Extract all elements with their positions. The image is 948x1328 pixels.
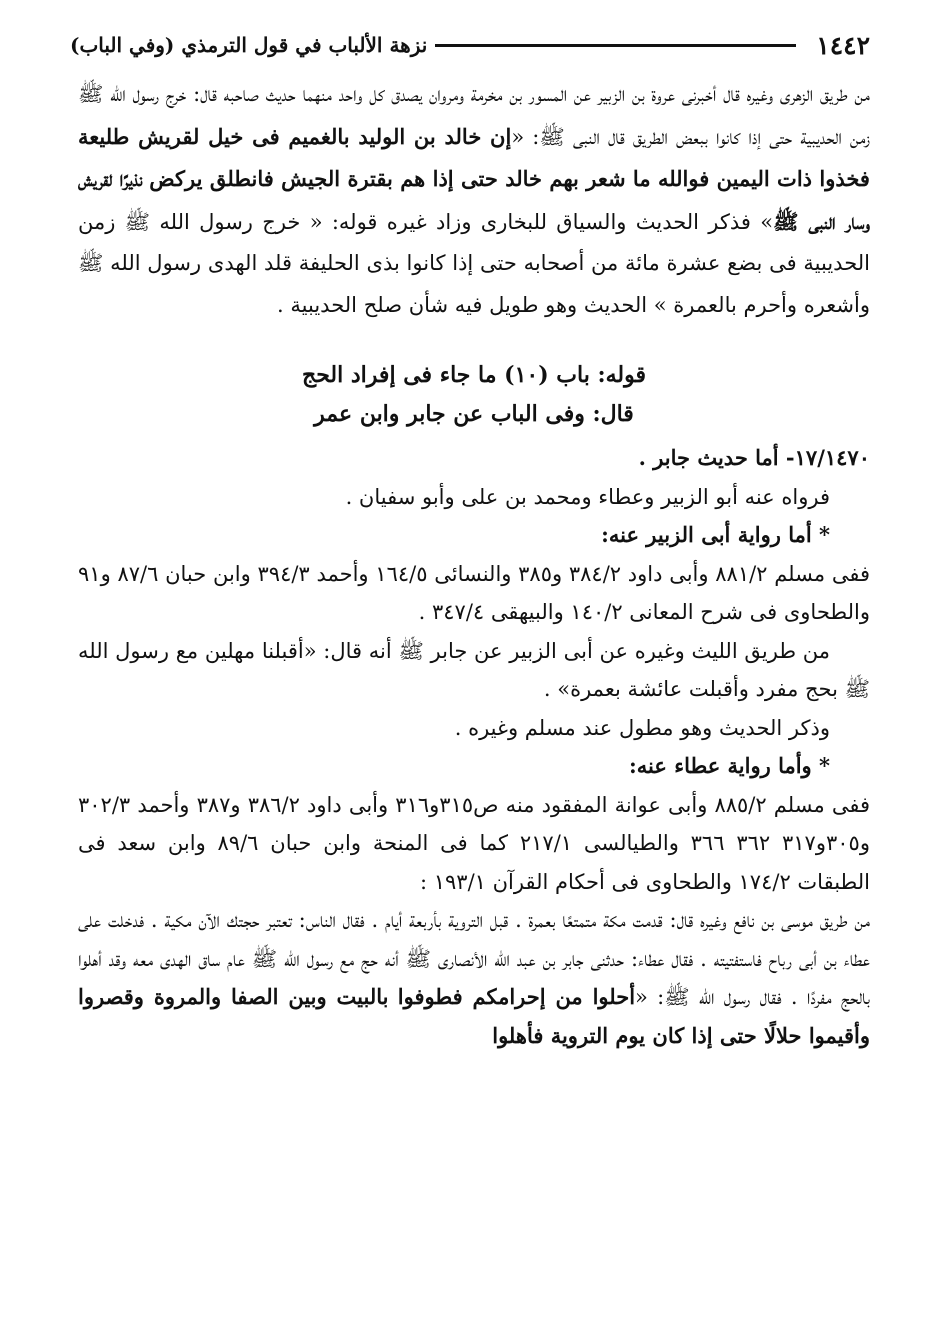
page-header (70, 28, 870, 62)
text-line: أيام . فقال الناس: تعتبر حجتك الآن مكية . فدخلت على عطاء بن أبى رباح فاستفتيته . (78, 908, 870, 971)
header-rule (435, 44, 796, 47)
text-line: وأحمد ٣٠٢/٣ و٣٠٥و٣١٧ ٣٦٢ ٣٦٦ والطيالسى ٢١٧/١ كما فى المنحة وابن حبان (78, 792, 870, 855)
hadith-number-heading: ١٧/١٤٧٠- أما حديث جابر . (638, 445, 870, 470)
chapter-subtitle: قال: وفى الباب عن جابر وابن عمر (314, 400, 634, 427)
chapter-title: قوله: باب (١٠) ما جاء فى إفراد الحج (302, 362, 646, 388)
text-line: الهدى معه وقد أهلوا بالحج مفردًا . فقال رسول الله ﷺ: « (78, 946, 870, 1009)
page-number: ١٤٤٢ (816, 30, 870, 60)
text-line: فقال عطاء: حدثنى جابر بن عبد الله الأنصارى ﷺ أنه حج مع رسول الله ﷺ عام ساق (198, 946, 694, 971)
mentioned-line: وذكر الحديث وهو مطول عند مسلم وغيره . (454, 715, 830, 740)
text-line: حبان ٨٧/٦ و٩١ والطحاوى فى شرح المعانى ١٤٠/٢ والبيهقى ٣٤٧/٤ . (78, 561, 870, 624)
section-heading-abu-zubair: * أما رواية أبى الزبير عنه: (601, 522, 830, 547)
hadith-quote: فخذوا ذات اليمين فوالله ما شعر بهم خالد حتى إذا هم بقترة الجيش فانطلق يركض (149, 166, 870, 191)
paragraph-zuhri (78, 74, 870, 326)
text-line: من طريق الليث وغيره عن أبى الزبير عن جابر ﷺ أنه قال: «أقبلنا مهلين مع (175, 638, 830, 663)
sources-abu-zubair (78, 555, 870, 632)
text-line: ٨٩/٦ وابن سعد فى الطبقات ١٧٤/٢ والطحاوى فى أحكام القرآن ١٩٣/١ : (78, 831, 870, 894)
sources-ata (78, 786, 870, 902)
text-line: الحديبية . (277, 292, 357, 317)
hadith-quote: إن خالد بن الوليد بالغميم فى خيل لقريش طليعة (78, 123, 512, 149)
text-line: ففى مسلم ٨٨١/٢ وأبى داود ٣٨٤/٢ و٣٨٥ والنسائى ١٦٤/٥ وأحمد ٣٩٤/٣ وابن (212, 561, 870, 586)
paragraph-laith (78, 632, 870, 709)
text-line: من طريق موسى بن نافع وغيره قال: قدمت مكة متمتعًا بعمرة . قبل التروية بأربعة (409, 908, 870, 932)
hadith-quote: بالبيت وبين الصفا والمروة وقصروا وأقيموا حلالًا حتى إذا كان يوم التروية فأهلوا (78, 984, 870, 1048)
text-line: كانوا ببعض الطريق قال النبى ﷺ: « (511, 124, 741, 149)
text-line: قلد الهدى رسول الله ﷺ وأشعره وأحرم بالعمرة » الحديث وهو طويل فيه شأن صلح (78, 251, 870, 317)
running-title: نزهة الألباب في قول الترمذي (وفي الباب) (70, 33, 428, 57)
text-line: » فذكر الحديث والسياق للبخارى وزاد غيره قوله: « خرج (262, 209, 774, 234)
spacer (78, 326, 870, 356)
text-line: من طريق الزهرى وغيره قال أخبرنى عروة بن الزبير عن المسور بن مخرمة ومروان (428, 82, 870, 106)
paragraph-musa (78, 901, 870, 1055)
page-body (78, 74, 870, 1055)
hadith-quote: نذيرًا لقريش وسار النبى ﷺ (78, 166, 870, 234)
hadith-quote: أحلوا من إحرامكم فطوفوا (397, 984, 636, 1009)
narrators-line: فرواه عنه أبو الزبير وعطاء ومحمد بن على وأبو سفيان . (345, 484, 830, 509)
text-line: رسول الله ﷺ بحج مفرد وأقبلت عائشة بعمرة» . (78, 638, 870, 701)
text-line: رسول الله ﷺ زمن الحديبية فى بضع عشرة مائة من أصحابه حتى إذا كانوا بذى الحليفة (78, 209, 870, 275)
text-line: يصدق كل واحد منهما حديث صاحبه قال: خرج رسول الله ﷺ زمن الحديبية حتى إذا (78, 82, 871, 149)
section-heading-ata: * وأما رواية عطاء عنه: (629, 753, 830, 778)
text-line: ففى مسلم ٨٨٥/٢ وأبى عوانة المفقود منه ص٣١٥و٣١٦ وأبى داود ٣٨٦/٢ و٣٨٧ (196, 792, 870, 817)
